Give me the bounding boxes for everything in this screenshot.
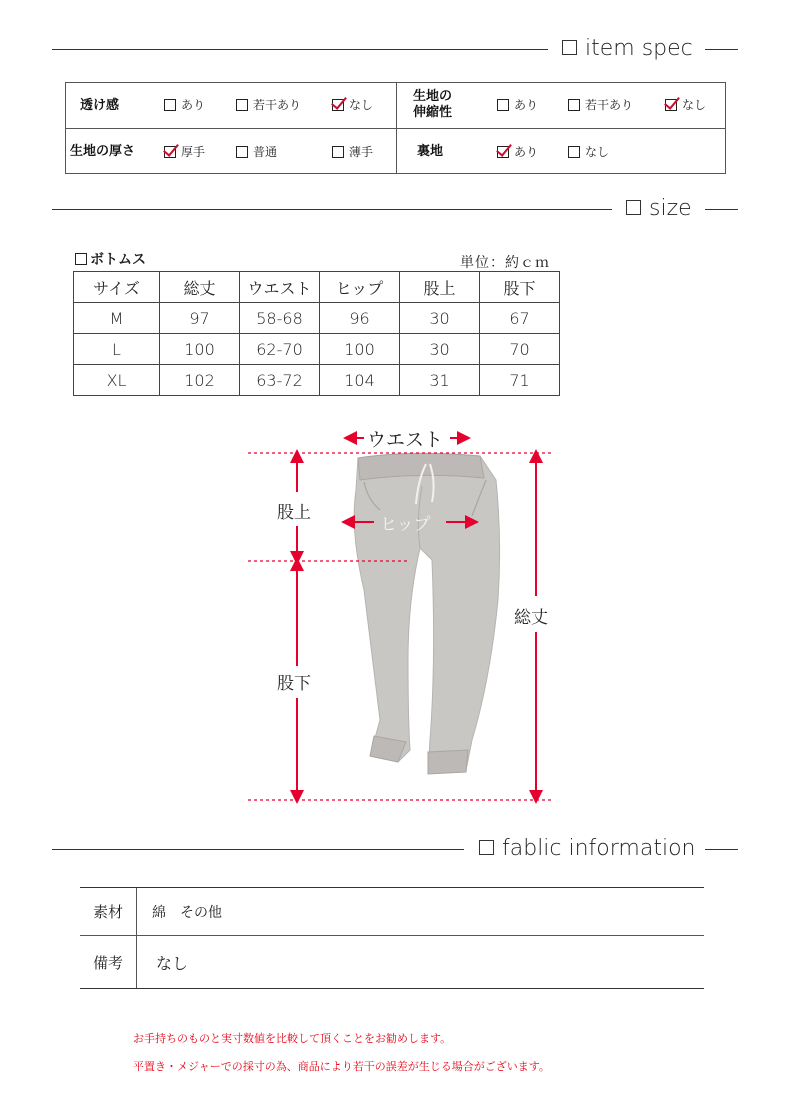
size-unit: 単位：約ｃｍ: [460, 255, 550, 271]
table-cell: 63-72: [240, 365, 320, 396]
section-title-text: size: [649, 196, 692, 221]
option-label: あり: [514, 98, 539, 112]
table-row: [74, 365, 560, 396]
square-icon: [75, 253, 87, 265]
option-label: あり: [514, 145, 539, 159]
section-divider-right: [705, 849, 738, 850]
spec-option: [497, 145, 538, 159]
material-label: 素材: [80, 888, 137, 935]
note-line: お手持ちのものと実寸数値を比較して頂くことをお勧めします。: [133, 1032, 452, 1045]
spec-label-thickness: 生地の厚さ: [70, 144, 136, 159]
checked-checkbox-icon: [665, 99, 677, 111]
table-cell: 104: [320, 365, 400, 396]
table-cell: 31: [400, 365, 480, 396]
section-title-item-spec: [562, 38, 693, 60]
size-category: [75, 249, 146, 269]
table-cell: 62-70: [240, 334, 320, 365]
spec-label-lining: 裏地: [417, 144, 444, 159]
section-title-text: fablic information: [502, 836, 696, 861]
table-cell: 102: [160, 365, 240, 396]
table-header: 股下: [480, 272, 560, 303]
spec-option: [568, 98, 633, 112]
waist-label: ウエスト: [367, 429, 444, 451]
checkbox-icon: [332, 146, 344, 158]
table-cell: 100: [320, 334, 400, 365]
remarks-value: なし: [156, 953, 189, 973]
table-cell: XL: [74, 365, 160, 396]
table-cell: M: [74, 303, 160, 334]
spec-option: [568, 145, 609, 159]
spec-option: [665, 98, 706, 112]
section-divider-left: [52, 849, 464, 850]
section-divider-left: [52, 49, 548, 50]
hip-label: ヒップ: [380, 515, 431, 535]
checked-checkbox-icon: [332, 99, 344, 111]
section-title-text: item spec: [585, 36, 693, 61]
checked-checkbox-icon: [497, 146, 509, 158]
section-title-fabric: [479, 838, 695, 860]
square-icon: [562, 40, 577, 55]
table-cell: 71: [480, 365, 560, 396]
item-spec-table: [65, 82, 726, 174]
table-cell: 30: [400, 303, 480, 334]
square-icon: [626, 200, 641, 215]
table-row: [74, 303, 560, 334]
length-label: 総丈: [514, 608, 548, 628]
table-row: [74, 334, 560, 365]
option-label: なし: [682, 98, 707, 112]
measurement-diagram: [240, 420, 560, 810]
table-header: 股上: [400, 272, 480, 303]
table-row: [80, 887, 704, 936]
section-divider-right: [705, 209, 738, 210]
option-label: 若干あり: [585, 98, 634, 112]
table-row: [80, 936, 704, 989]
spec-option: [164, 145, 205, 159]
spec-label-sheerness: 透け感: [80, 98, 120, 113]
option-label: なし: [585, 145, 610, 159]
checkbox-icon: [164, 99, 176, 111]
option-label: 普通: [253, 145, 278, 159]
table-cell: 58-68: [240, 303, 320, 334]
spec-option: [332, 145, 373, 159]
section-title-size: [626, 198, 692, 220]
pants-shape: [354, 453, 499, 774]
rise-label: 股上: [277, 503, 311, 523]
table-cell: L: [74, 334, 160, 365]
spec-option: [236, 145, 277, 159]
table-cell: 70: [480, 334, 560, 365]
square-icon: [479, 840, 494, 855]
table-header: ウエスト: [240, 272, 320, 303]
checkbox-icon: [236, 146, 248, 158]
remarks-label: 備考: [80, 936, 137, 988]
option-label: 厚手: [181, 145, 206, 159]
inseam-label: 股下: [277, 674, 311, 694]
option-label: 若干あり: [253, 98, 302, 112]
checkbox-icon: [568, 146, 580, 158]
checkbox-icon: [497, 99, 509, 111]
option-label: あり: [181, 98, 206, 112]
checkbox-icon: [236, 99, 248, 111]
pants-illustration: [240, 420, 560, 810]
checkbox-icon: [568, 99, 580, 111]
spec-label-stretch: [413, 89, 452, 121]
table-cell: 100: [160, 334, 240, 365]
spec-option: [236, 98, 301, 112]
section-divider-left: [52, 209, 612, 210]
table-cell: 30: [400, 334, 480, 365]
table-cell: 96: [320, 303, 400, 334]
section-divider-right: [705, 49, 738, 50]
table-header: 総丈: [160, 272, 240, 303]
label-line: 伸縮性: [413, 105, 453, 120]
spec-option: [332, 98, 373, 112]
checked-checkbox-icon: [164, 146, 176, 158]
table-header: ヒップ: [320, 272, 400, 303]
size-category-label: ボトムス: [90, 252, 146, 268]
table-header: サイズ: [74, 272, 160, 303]
table-column-divider: [396, 83, 397, 173]
table-cell: 67: [480, 303, 560, 334]
size-table: [73, 271, 560, 396]
option-label: 薄手: [349, 145, 374, 159]
label-line: 生地の: [413, 89, 453, 104]
spec-option: [164, 98, 205, 112]
note-line: 平置き・メジャーでの採寸の為、商品により若干の誤差が生じる場合がございます。: [133, 1060, 550, 1073]
fabric-table: [80, 887, 704, 989]
material-value: 綿 その他: [152, 904, 222, 921]
table-cell: 97: [160, 303, 240, 334]
table-header-row: [74, 272, 560, 303]
option-label: なし: [349, 98, 374, 112]
spec-option: [497, 98, 538, 112]
